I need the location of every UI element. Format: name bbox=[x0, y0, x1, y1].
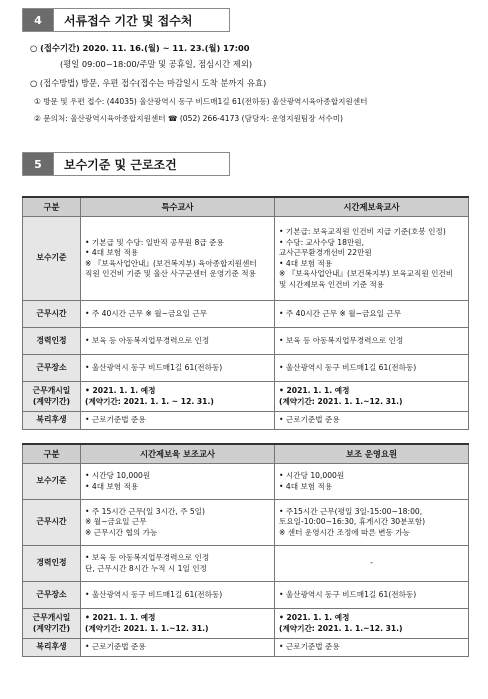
table-cell: • 울산광역시 동구 비드매1길 61(전하동) bbox=[81, 582, 275, 609]
table-cell: • 근로기준법 준용 bbox=[275, 639, 469, 657]
table-cell: • 울산광역시 동구 비드매1길 61(전하동) bbox=[81, 355, 275, 382]
application-method: ○ (접수방법) 방문, 우편 접수(접수는 마감일시 도착 분까지 유효) bbox=[30, 78, 267, 88]
table2-header-assistant-teacher: 시간제보육 보조교사 bbox=[81, 444, 275, 464]
row-label: 보수기준 bbox=[23, 464, 81, 500]
row-label: 경력인정 bbox=[23, 328, 81, 355]
table-row bbox=[23, 328, 469, 355]
table-cell: • 2021. 1. 1. 예정 (계약기간: 2021. 1. 1.~12. 31.) bbox=[275, 609, 469, 639]
conditions-table-1 bbox=[22, 196, 469, 430]
table-cell: - bbox=[275, 546, 469, 582]
table-cell: • 주 40시간 근무 ※ 월~금요일 근무 bbox=[275, 301, 469, 328]
table-row bbox=[23, 217, 469, 301]
table-cell: • 울산광역시 동구 비드매1길 61(전하동) bbox=[275, 355, 469, 382]
table-row bbox=[23, 382, 469, 412]
table-cell: • 주15시간 근무(평일 3일-15:00~18:00, 토요일-10:00~16:30, 휴게시간 30분포함) ※ 센터 운영시간 조정에 따른 변동 가능 bbox=[275, 500, 469, 546]
section-5-title: 보수기준 및 근로조건 bbox=[53, 153, 229, 175]
section-4-title: 서류접수 기간 및 접수처 bbox=[53, 9, 229, 31]
table-cell: • 주 15시간 근무(일 3시간, 주 5일) ※ 월~금요일 근무 ※ 근무시간 협의 가능 bbox=[81, 500, 275, 546]
table-row bbox=[23, 609, 469, 639]
application-hours: (평일 09:00~18:00/주말 및 공휴일, 점심시간 제외) bbox=[60, 59, 253, 69]
row-label: 경력인정 bbox=[23, 546, 81, 582]
table-row bbox=[23, 639, 469, 657]
table-row bbox=[23, 500, 469, 546]
table-cell: • 시간당 10,000원 • 4대 보험 적용 bbox=[275, 464, 469, 500]
row-label: 보수기준 bbox=[23, 217, 81, 301]
table-cell: • 2021. 1. 1. 예정 (계약기간: 2021. 1. 1. ~ 12. 31.) bbox=[81, 382, 275, 412]
table-cell: • 울산광역시 동구 비드매1길 61(전하동) bbox=[275, 582, 469, 609]
row-label: 근무장소 bbox=[23, 355, 81, 382]
table-cell: • 근로기준법 준용 bbox=[275, 412, 469, 430]
table-row bbox=[23, 301, 469, 328]
table-cell: • 근로기준법 준용 bbox=[81, 639, 275, 657]
row-label: 근무개시일 (계약기간) bbox=[23, 382, 81, 412]
table-cell: • 2021. 1. 1. 예정 (계약기간: 2021. 1. 1.~12. 31.) bbox=[81, 609, 275, 639]
section-4-number: 4 bbox=[23, 9, 53, 31]
conditions-table-2 bbox=[22, 443, 469, 657]
table-cell: • 기본급: 보육교직원 인건비 지급 기준(호봉 인정) • 수당: 교사수당 18만원, 교사근무환경개선비 22만원 • 4대 보험 적용 ※ 『보육사업안내』(보건복지부) 보육교직원 인건비 및 시간제보육 인건비 기준 적용 bbox=[275, 217, 469, 301]
application-address: ① 방문 및 우편 접수: (44035) 울산광역시 동구 비드매1길 61(전하동) 울산광역시육아종합지원센터 bbox=[34, 97, 368, 106]
table-cell: • 기본급 및 수당: 일반직 공무원 8급 준용 • 4대 보험 적용 ※ 『보육사업안내』(보건복지부) 육아종합지원센터 직원 인건비 기준 및 울산 사구군센터 운영기준 적용 bbox=[81, 217, 275, 301]
table2-header-category: 구분 bbox=[23, 444, 81, 464]
section-5-number: 5 bbox=[23, 153, 53, 175]
row-label: 근무개시일 (계약기간) bbox=[23, 609, 81, 639]
row-label: 근무장소 bbox=[23, 582, 81, 609]
table-row bbox=[23, 412, 469, 430]
table-cell: • 2021. 1. 1. 예정 (계약기간: 2021. 1. 1.~12. 31.) bbox=[275, 382, 469, 412]
table-cell: • 시간당 10,000원 • 4대 보험 적용 bbox=[81, 464, 275, 500]
table-row bbox=[23, 355, 469, 382]
section-5-heading bbox=[22, 152, 230, 176]
row-label: 복리후생 bbox=[23, 639, 81, 657]
row-label: 복리후생 bbox=[23, 412, 81, 430]
table2-header-operations-staff: 보조 운영요원 bbox=[275, 444, 469, 464]
table-cell: • 보육 등 아동복지업무경력으로 인정 bbox=[275, 328, 469, 355]
table-cell: • 보육 등 아동복지업무경력으로 인정 bbox=[81, 328, 275, 355]
row-label: 근무시간 bbox=[23, 500, 81, 546]
table1-header-special-teacher: 특수교사 bbox=[81, 197, 275, 217]
application-period: ○ (접수기간) 2020. 11. 16.(월) ~ 11. 23.(월) 17:00 bbox=[30, 43, 250, 53]
table1-header-parttime-teacher: 시간제보육교사 bbox=[275, 197, 469, 217]
section-4-heading bbox=[22, 8, 230, 32]
table-cell: • 근로기준법 준용 bbox=[81, 412, 275, 430]
table-row bbox=[23, 582, 469, 609]
table-cell: • 보육 등 아동복지업무경력으로 인정 단, 근무시간 8시간 누적 시 1일 인정 bbox=[81, 546, 275, 582]
row-label: 근무시간 bbox=[23, 301, 81, 328]
contact-info: ② 문의처: 울산광역시육아종합지원센터 ☎ (052) 266-4173 (담당자: 운영지원팀장 서수미) bbox=[34, 114, 343, 123]
table-row bbox=[23, 464, 469, 500]
table-row bbox=[23, 546, 469, 582]
table1-header-category: 구분 bbox=[23, 197, 81, 217]
table-cell: • 주 40시간 근무 ※ 월~금요일 근무 bbox=[81, 301, 275, 328]
